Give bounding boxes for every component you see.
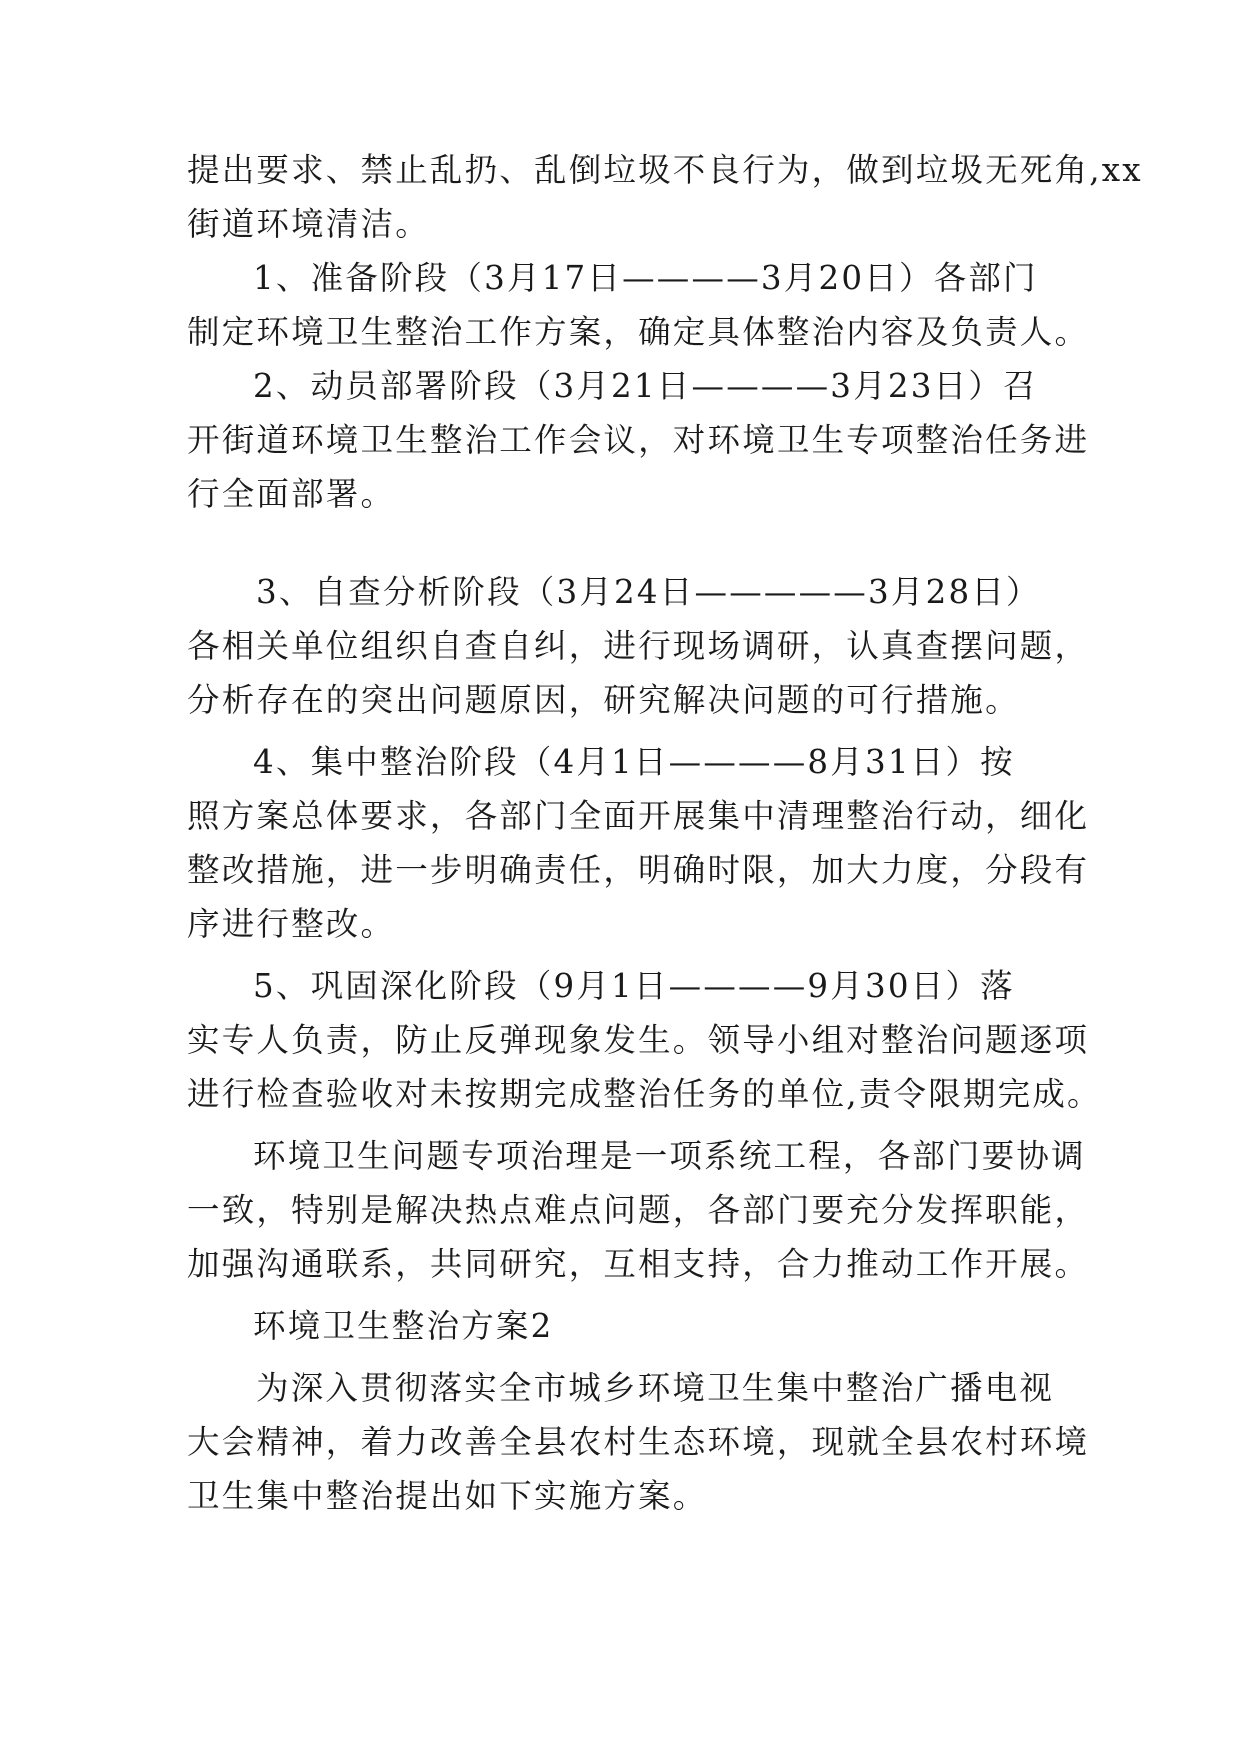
text-line: 街道环境清洁。 — [187, 205, 430, 243]
text-line: 制定环境卫生整治工作方案，确定具体整治内容及负责人。 — [187, 313, 1090, 351]
text-line: 实专人负责，防止反弹现象发生。领导小组对整治问题逐项 — [187, 1021, 1090, 1059]
text-line: 分析存在的突出问题原因，研究解决问题的可行措施。 — [187, 681, 1020, 719]
text-line: 大会精神，着力改善全县农村生态环境，现就全县农村环境 — [187, 1423, 1090, 1461]
text-line: 5、巩固深化阶段（9月1日————9月30日）落 — [253, 967, 1015, 1005]
section-heading: 环境卫生整治方案2 — [253, 1307, 554, 1345]
text-line: 2、动员部署阶段（3月21日————3月23日）召 — [253, 367, 1038, 405]
text-line: 整改措施，进一步明确责任，明确时限，加大力度，分段有 — [187, 851, 1090, 889]
text-line: 各相关单位组织自查自纠，进行现场调研，认真查摆问题， — [187, 627, 1090, 665]
text-line: 加强沟通联系，共同研究，互相支持，合力推动工作开展。 — [187, 1245, 1090, 1283]
text-line: 为深入贯彻落实全市城乡环境卫生集中整治广播电视 — [256, 1369, 1055, 1407]
text-line: 3、自查分析阶段（3月24日—————3月28日） — [256, 573, 1041, 611]
text-line: 行全面部署。 — [187, 475, 396, 513]
text-line: 一致，特别是解决热点难点问题，各部门要充分发挥职能， — [187, 1191, 1090, 1229]
text-line: 提出要求、禁止乱扔、乱倒垃圾不良行为，做到垃圾无死角,xx — [187, 151, 1143, 189]
text-line: 环境卫生问题专项治理是一项系统工程，各部门要协调 — [253, 1137, 1086, 1175]
text-line: 开街道环境卫生整治工作会议，对环境卫生专项整治任务进 — [187, 421, 1090, 459]
text-line: 1、准备阶段（3月17日————3月20日）各部门 — [253, 259, 1038, 297]
text-line: 序进行整改。 — [187, 905, 396, 943]
text-line: 4、集中整治阶段（4月1日————8月31日）按 — [253, 743, 1015, 781]
text-line: 照方案总体要求，各部门全面开展集中清理整治行动，细化 — [187, 797, 1090, 835]
text-line: 卫生集中整治提出如下实施方案。 — [187, 1477, 708, 1515]
text-line: 进行检查验收对未按期完成整治任务的单位,责令限期完成。 — [187, 1075, 1102, 1113]
